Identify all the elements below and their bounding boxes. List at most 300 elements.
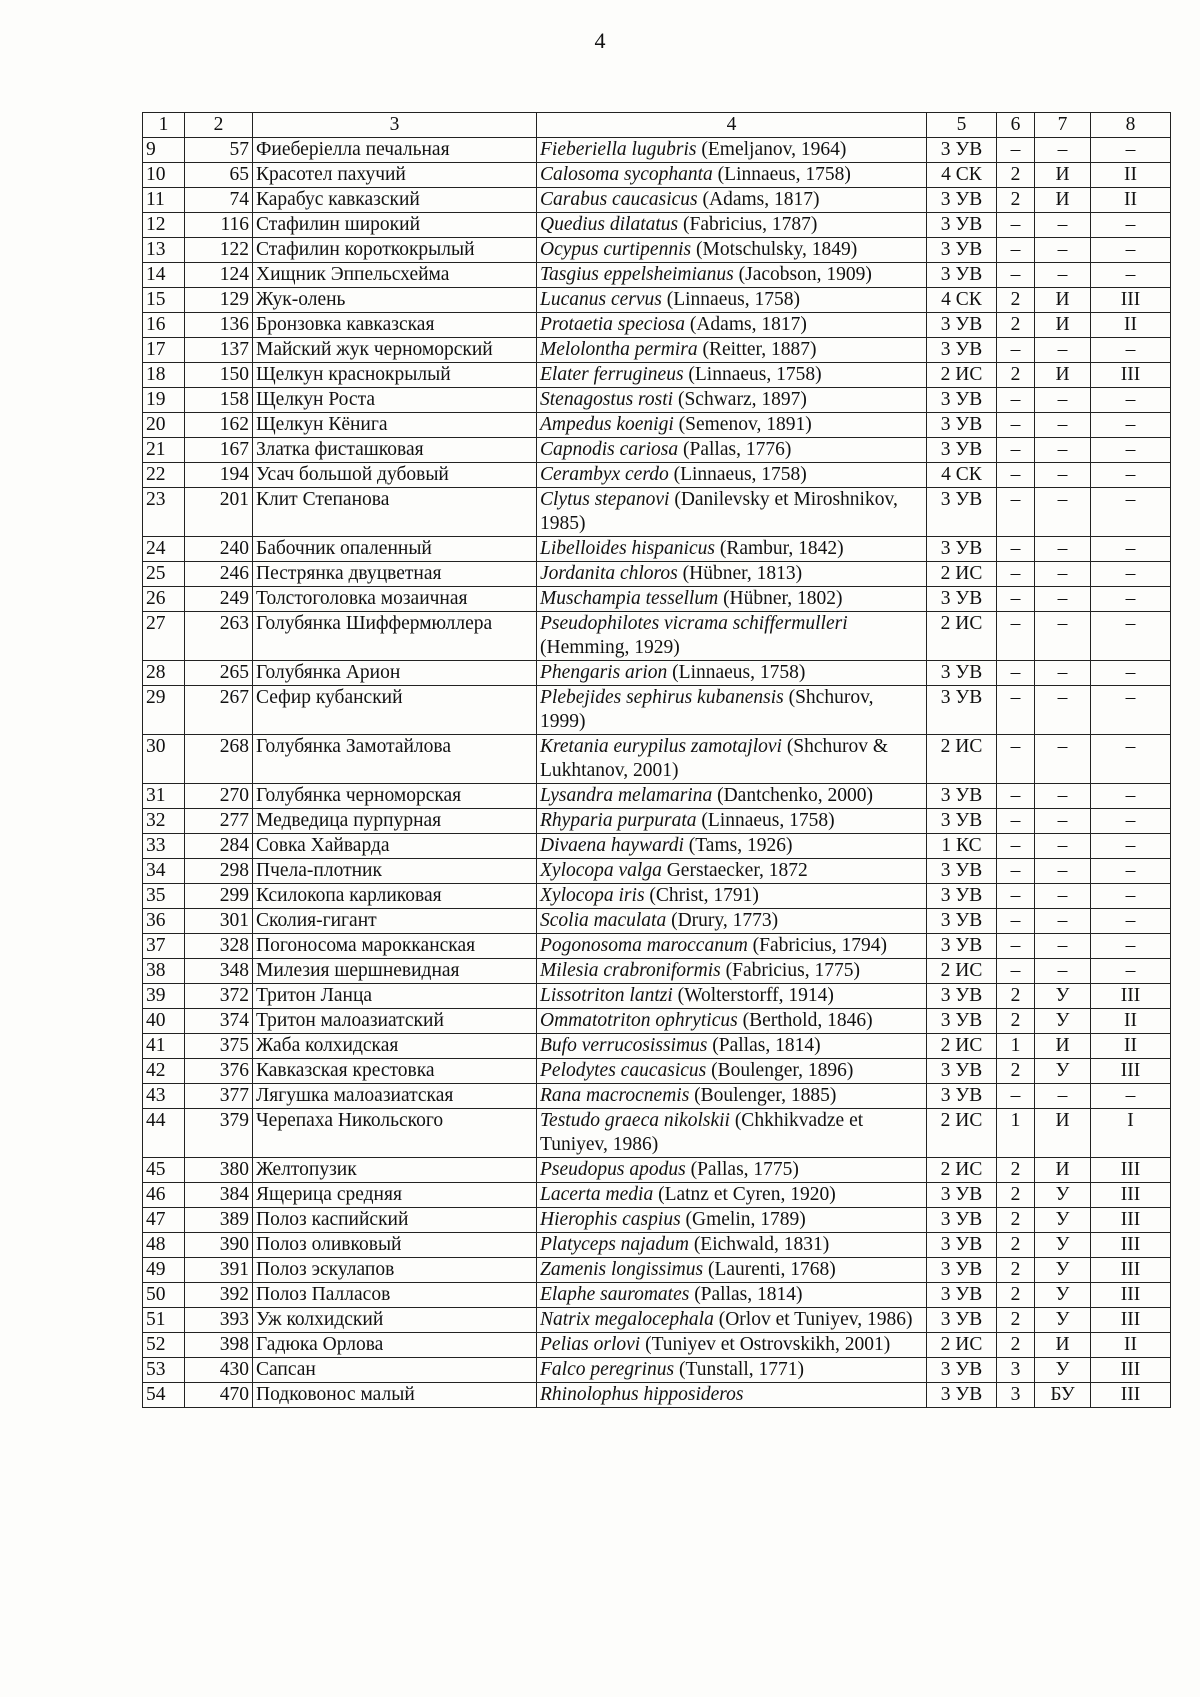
column-6-value: – xyxy=(997,809,1035,834)
species-table xyxy=(142,112,1171,1408)
latin-name: Lysandra melamarina xyxy=(540,785,713,806)
table-row xyxy=(143,488,1171,537)
table-row xyxy=(143,438,1171,463)
latin-name-cell xyxy=(537,188,927,213)
latin-name: Bufo verrucosissimus xyxy=(540,1035,708,1056)
column-8-value: III xyxy=(1091,1358,1171,1383)
table-row xyxy=(143,909,1171,934)
latin-name-cell xyxy=(537,313,927,338)
latin-name: Jordanita chloros xyxy=(540,563,678,584)
column-7-value: У xyxy=(1035,984,1091,1009)
column-6-value: – xyxy=(997,413,1035,438)
column-7-value: У xyxy=(1035,1358,1091,1383)
taxon-author: (Linnaeus, 1758) xyxy=(683,364,822,385)
latin-name: Libelloides hispanicus xyxy=(540,538,715,559)
row-number: 41 xyxy=(143,1034,185,1059)
column-6-value: 2 xyxy=(997,1059,1035,1084)
column-6-value: 3 xyxy=(997,1358,1035,1383)
column-7-value: И xyxy=(1035,313,1091,338)
latin-name: Clytus stepanovi xyxy=(540,489,670,510)
latin-name: Fieberiella lugubris xyxy=(540,139,697,160)
species-id: 124 xyxy=(185,263,253,288)
latin-name-cell xyxy=(537,263,927,288)
row-number: 53 xyxy=(143,1358,185,1383)
column-8-value: – xyxy=(1091,562,1171,587)
latin-name: Rana macrocnemis xyxy=(540,1085,690,1106)
column-6-value: – xyxy=(997,834,1035,859)
species-id: 390 xyxy=(185,1233,253,1258)
species-id: 65 xyxy=(185,163,253,188)
column-8-value: III xyxy=(1091,1059,1171,1084)
column-8-value: – xyxy=(1091,959,1171,984)
latin-name-cell xyxy=(537,1283,927,1308)
column-6-value: – xyxy=(997,488,1035,537)
status-category: 3 УВ xyxy=(927,537,997,562)
row-number: 28 xyxy=(143,661,185,686)
column-7-value: И xyxy=(1035,288,1091,313)
row-number: 48 xyxy=(143,1233,185,1258)
row-number: 9 xyxy=(143,138,185,163)
table-row xyxy=(143,338,1171,363)
column-6-value: 2 xyxy=(997,1308,1035,1333)
table-row xyxy=(143,1084,1171,1109)
column-6-value: 2 xyxy=(997,1333,1035,1358)
species-id: 201 xyxy=(185,488,253,537)
latin-name-cell xyxy=(537,388,927,413)
column-8-value: – xyxy=(1091,338,1171,363)
status-category: 2 ИС xyxy=(927,1109,997,1158)
taxon-author: (Tuniyev et Ostrovskikh, 2001) xyxy=(640,1334,891,1355)
latin-name-cell xyxy=(537,438,927,463)
column-6-value: – xyxy=(997,612,1035,661)
table-row xyxy=(143,1383,1171,1408)
row-number: 43 xyxy=(143,1084,185,1109)
column-7-value: И xyxy=(1035,163,1091,188)
latin-name-cell xyxy=(537,784,927,809)
latin-name: Hierophis caspius xyxy=(540,1209,681,1230)
taxon-author: (Gmelin, 1789) xyxy=(680,1209,806,1230)
latin-name-cell xyxy=(537,735,927,784)
row-number: 38 xyxy=(143,959,185,984)
russian-name: Погоносома марокканская xyxy=(253,934,537,959)
row-number: 23 xyxy=(143,488,185,537)
latin-name-cell xyxy=(537,288,927,313)
column-6-value: – xyxy=(997,784,1035,809)
table-row xyxy=(143,784,1171,809)
status-category: 3 УВ xyxy=(927,338,997,363)
latin-name: Ommatotriton ophryticus xyxy=(540,1010,738,1031)
table-body xyxy=(143,138,1171,1408)
column-8-value: – xyxy=(1091,438,1171,463)
taxon-author: (Latnz et Cyren, 1920) xyxy=(653,1184,836,1205)
russian-name: Полоз каспийский xyxy=(253,1208,537,1233)
column-6-value: – xyxy=(997,686,1035,735)
column-6-value: – xyxy=(997,909,1035,934)
table-row xyxy=(143,238,1171,263)
latin-name: Lacerta media xyxy=(540,1184,654,1205)
row-number: 21 xyxy=(143,438,185,463)
page-number: 4 xyxy=(594,28,606,53)
row-number: 51 xyxy=(143,1308,185,1333)
species-id: 263 xyxy=(185,612,253,661)
russian-name: Стафилин короткокрылый xyxy=(253,238,537,263)
status-category: 1 КС xyxy=(927,834,997,859)
latin-name-cell xyxy=(537,463,927,488)
table-row xyxy=(143,1158,1171,1183)
latin-name-cell xyxy=(537,984,927,1009)
taxon-author: (Pallas, 1814) xyxy=(707,1035,821,1056)
species-id: 137 xyxy=(185,338,253,363)
latin-name-cell xyxy=(537,1208,927,1233)
latin-name: Pogonosoma maroccanum xyxy=(540,935,748,956)
russian-name: Голубянка Арион xyxy=(253,661,537,686)
column-8-value: – xyxy=(1091,213,1171,238)
table-row xyxy=(143,809,1171,834)
russian-name: Пестрянка двуцветная xyxy=(253,562,537,587)
species-id: 268 xyxy=(185,735,253,784)
latin-name-cell xyxy=(537,1158,927,1183)
latin-name-cell xyxy=(537,587,927,612)
column-7-value: – xyxy=(1035,562,1091,587)
row-number: 44 xyxy=(143,1109,185,1158)
column-6-value: – xyxy=(997,859,1035,884)
taxon-author: (Berthold, 1846) xyxy=(737,1010,873,1031)
table-row xyxy=(143,388,1171,413)
taxon-author: (Tunstall, 1771) xyxy=(674,1359,804,1380)
russian-name: Полоз эскулапов xyxy=(253,1258,537,1283)
column-7-value: И xyxy=(1035,188,1091,213)
taxon-author: (Adams, 1817) xyxy=(684,314,807,335)
species-id: 136 xyxy=(185,313,253,338)
taxon-author: (Jacobson, 1909) xyxy=(733,264,872,285)
status-category: 3 УВ xyxy=(927,188,997,213)
column-7-value: – xyxy=(1035,859,1091,884)
russian-name: Усач большой дубовый xyxy=(253,463,537,488)
taxon-author: (Motschulsky, 1849) xyxy=(691,239,858,260)
column-7-value: – xyxy=(1035,263,1091,288)
column-8-value: II xyxy=(1091,163,1171,188)
row-number: 16 xyxy=(143,313,185,338)
status-category: 3 УВ xyxy=(927,909,997,934)
russian-name: Сколия-гигант xyxy=(253,909,537,934)
table-row xyxy=(143,1308,1171,1333)
column-6-value: – xyxy=(997,238,1035,263)
status-category: 3 УВ xyxy=(927,1084,997,1109)
column-7-value: – xyxy=(1035,1084,1091,1109)
row-number: 15 xyxy=(143,288,185,313)
taxon-author: (Laurenti, 1768) xyxy=(703,1259,836,1280)
latin-name-cell xyxy=(537,1258,927,1283)
column-6-value: 2 xyxy=(997,1009,1035,1034)
column-8-value: III xyxy=(1091,1383,1171,1408)
row-number: 14 xyxy=(143,263,185,288)
latin-name: Milesia crabroniformis xyxy=(540,960,721,981)
species-id: 328 xyxy=(185,934,253,959)
latin-name: Protaetia speciosa xyxy=(540,314,685,335)
taxon-author: (Shchurov & Lukhtanov, 2001) xyxy=(540,736,889,781)
species-id: 162 xyxy=(185,413,253,438)
column-6-value: 2 xyxy=(997,1183,1035,1208)
row-number: 54 xyxy=(143,1383,185,1408)
latin-name-cell xyxy=(537,1308,927,1333)
column-7-value: – xyxy=(1035,238,1091,263)
table-row xyxy=(143,363,1171,388)
row-number: 20 xyxy=(143,413,185,438)
column-7-value: – xyxy=(1035,388,1091,413)
status-category: 3 УВ xyxy=(927,884,997,909)
species-id: 348 xyxy=(185,959,253,984)
russian-name: Тритон Ланца xyxy=(253,984,537,1009)
table-row xyxy=(143,661,1171,686)
status-category: 3 УВ xyxy=(927,784,997,809)
taxon-author: (Emeljanov, 1964) xyxy=(696,139,847,160)
latin-name-cell xyxy=(537,537,927,562)
latin-name: Zamenis longissimus xyxy=(540,1259,704,1280)
table-row xyxy=(143,884,1171,909)
column-6-value: – xyxy=(997,735,1035,784)
table-row xyxy=(143,686,1171,735)
column-7-value: У xyxy=(1035,1308,1091,1333)
column-6-value: – xyxy=(997,338,1035,363)
taxon-author: (Linnaeus, 1758) xyxy=(667,662,806,683)
column-7-value: – xyxy=(1035,138,1091,163)
russian-name: Красотел пахучий xyxy=(253,163,537,188)
latin-name: Testudo graeca nikolskii xyxy=(540,1110,730,1131)
column-8-value: – xyxy=(1091,537,1171,562)
column-6-value: 2 xyxy=(997,1158,1035,1183)
column-6-value: – xyxy=(997,587,1035,612)
species-id: 470 xyxy=(185,1383,253,1408)
latin-name: Pseudopus apodus xyxy=(540,1159,686,1180)
table-row xyxy=(143,213,1171,238)
latin-name-cell xyxy=(537,163,927,188)
russian-name: Стафилин широкий xyxy=(253,213,537,238)
column-7-value: У xyxy=(1035,1183,1091,1208)
latin-name: Lissotriton lantzi xyxy=(540,985,673,1006)
table-row xyxy=(143,1258,1171,1283)
column-7-value: БУ xyxy=(1035,1383,1091,1408)
russian-name: Сапсан xyxy=(253,1358,537,1383)
taxon-author: (Pallas, 1814) xyxy=(689,1284,803,1305)
column-header: 1 xyxy=(143,113,185,138)
taxon-author: (Schwarz, 1897) xyxy=(673,389,807,410)
column-6-value: 2 xyxy=(997,188,1035,213)
table-row xyxy=(143,288,1171,313)
latin-name: Capnodis cariosa xyxy=(540,439,679,460)
taxon-author: (Linnaeus, 1758) xyxy=(661,289,800,310)
species-id: 57 xyxy=(185,138,253,163)
species-id: 398 xyxy=(185,1333,253,1358)
russian-name: Голубянка Шиффермюллера xyxy=(253,612,537,661)
table-row xyxy=(143,163,1171,188)
species-id: 284 xyxy=(185,834,253,859)
species-id: 379 xyxy=(185,1109,253,1158)
column-7-value: – xyxy=(1035,537,1091,562)
row-number: 45 xyxy=(143,1158,185,1183)
latin-name-cell xyxy=(537,338,927,363)
latin-name-cell xyxy=(537,1034,927,1059)
column-7-value: И xyxy=(1035,363,1091,388)
latin-name-cell xyxy=(537,1233,927,1258)
column-8-value: II xyxy=(1091,1034,1171,1059)
column-8-value: – xyxy=(1091,909,1171,934)
column-6-value: – xyxy=(997,263,1035,288)
latin-name: Quedius dilatatus xyxy=(540,214,679,235)
status-category: 3 УВ xyxy=(927,1308,997,1333)
latin-name: Pelias orlovi xyxy=(540,1334,641,1355)
column-7-value: – xyxy=(1035,438,1091,463)
table-row xyxy=(143,959,1171,984)
status-category: 3 УВ xyxy=(927,138,997,163)
column-7-value: – xyxy=(1035,338,1091,363)
column-header: 8 xyxy=(1091,113,1171,138)
russian-name: Фиеберiелла печальная xyxy=(253,138,537,163)
taxon-author: (Boulenger, 1896) xyxy=(706,1060,854,1081)
status-category: 3 УВ xyxy=(927,1358,997,1383)
column-header: 4 xyxy=(537,113,927,138)
column-8-value: II xyxy=(1091,1009,1171,1034)
latin-name: Xylocopa valga xyxy=(540,860,662,881)
species-id: 150 xyxy=(185,363,253,388)
column-7-value: И xyxy=(1035,1034,1091,1059)
russian-name: Желтопузик xyxy=(253,1158,537,1183)
column-header: 7 xyxy=(1035,113,1091,138)
status-category: 2 ИС xyxy=(927,363,997,388)
row-number: 27 xyxy=(143,612,185,661)
species-id: 298 xyxy=(185,859,253,884)
status-category: 2 ИС xyxy=(927,1158,997,1183)
latin-name-cell xyxy=(537,909,927,934)
taxon-author: (Semenov, 1891) xyxy=(673,414,812,435)
taxon-author: (Pallas, 1775) xyxy=(685,1159,799,1180)
latin-name-cell xyxy=(537,612,927,661)
species-id: 375 xyxy=(185,1034,253,1059)
russian-name: Пчела-плотник xyxy=(253,859,537,884)
column-7-value: У xyxy=(1035,1258,1091,1283)
russian-name: Щелкун краснокрылый xyxy=(253,363,537,388)
row-number: 40 xyxy=(143,1009,185,1034)
russian-name: Щелкун Роста xyxy=(253,388,537,413)
column-8-value: – xyxy=(1091,934,1171,959)
row-number: 32 xyxy=(143,809,185,834)
russian-name: Клит Степанова xyxy=(253,488,537,537)
column-7-value: – xyxy=(1035,735,1091,784)
status-category: 2 ИС xyxy=(927,1333,997,1358)
column-7-value: У xyxy=(1035,1283,1091,1308)
column-7-value: И xyxy=(1035,1109,1091,1158)
column-8-value: – xyxy=(1091,138,1171,163)
status-category: 3 УВ xyxy=(927,934,997,959)
row-number: 13 xyxy=(143,238,185,263)
column-8-value: – xyxy=(1091,488,1171,537)
row-number: 42 xyxy=(143,1059,185,1084)
taxon-author: (Fabricius, 1794) xyxy=(747,935,887,956)
species-id: 391 xyxy=(185,1258,253,1283)
species-id: 374 xyxy=(185,1009,253,1034)
table-row xyxy=(143,313,1171,338)
species-id: 267 xyxy=(185,686,253,735)
column-6-value: 2 xyxy=(997,313,1035,338)
status-category: 4 СК xyxy=(927,463,997,488)
table-row xyxy=(143,1034,1171,1059)
column-7-value: У xyxy=(1035,1009,1091,1034)
latin-name: Natrix megalocephala xyxy=(540,1309,714,1330)
latin-name-cell xyxy=(537,1383,927,1408)
table-row xyxy=(143,984,1171,1009)
russian-name: Сефир кубанский xyxy=(253,686,537,735)
latin-name: Kretania eurypilus zamotajlovi xyxy=(540,736,782,757)
table-row xyxy=(143,1233,1171,1258)
status-category: 3 УВ xyxy=(927,413,997,438)
latin-name-cell xyxy=(537,413,927,438)
status-category: 2 ИС xyxy=(927,735,997,784)
status-category: 3 УВ xyxy=(927,1383,997,1408)
column-6-value: – xyxy=(997,884,1035,909)
species-id: 74 xyxy=(185,188,253,213)
status-category: 3 УВ xyxy=(927,263,997,288)
species-id: 301 xyxy=(185,909,253,934)
table-row xyxy=(143,562,1171,587)
species-id: 376 xyxy=(185,1059,253,1084)
column-7-value: И xyxy=(1035,1158,1091,1183)
row-number: 50 xyxy=(143,1283,185,1308)
column-8-value: III xyxy=(1091,1258,1171,1283)
column-7-value: – xyxy=(1035,686,1091,735)
column-8-value: II xyxy=(1091,1333,1171,1358)
status-category: 3 УВ xyxy=(927,686,997,735)
column-6-value: – xyxy=(997,562,1035,587)
latin-name: Rhyparia purpurata xyxy=(540,810,697,831)
status-category: 3 УВ xyxy=(927,809,997,834)
russian-name: Полоз Палласов xyxy=(253,1283,537,1308)
table-row xyxy=(143,1208,1171,1233)
column-6-value: 2 xyxy=(997,1233,1035,1258)
column-6-value: – xyxy=(997,438,1035,463)
russian-name: Милезия шершневидная xyxy=(253,959,537,984)
column-6-value: – xyxy=(997,537,1035,562)
status-category: 3 УВ xyxy=(927,438,997,463)
species-id: 377 xyxy=(185,1084,253,1109)
latin-name-cell xyxy=(537,686,927,735)
taxon-author: (Rambur, 1842) xyxy=(714,538,844,559)
status-category: 3 УВ xyxy=(927,587,997,612)
russian-name: Карабус кавказский xyxy=(253,188,537,213)
table-row xyxy=(143,735,1171,784)
column-6-value: 2 xyxy=(997,1258,1035,1283)
latin-name-cell xyxy=(537,1109,927,1158)
status-category: 3 УВ xyxy=(927,1258,997,1283)
latin-name: Xylocopa iris xyxy=(540,885,645,906)
column-8-value: III xyxy=(1091,363,1171,388)
latin-name-cell xyxy=(537,238,927,263)
latin-name-cell xyxy=(537,1084,927,1109)
species-id: 277 xyxy=(185,809,253,834)
status-category: 3 УВ xyxy=(927,488,997,537)
column-8-value: – xyxy=(1091,735,1171,784)
status-category: 3 УВ xyxy=(927,1233,997,1258)
table-row xyxy=(143,834,1171,859)
row-number: 34 xyxy=(143,859,185,884)
russian-name: Совка Хайварда xyxy=(253,834,537,859)
column-8-value: – xyxy=(1091,612,1171,661)
column-7-value: – xyxy=(1035,213,1091,238)
latin-name: Divaena haywardi xyxy=(540,835,684,856)
row-number: 10 xyxy=(143,163,185,188)
column-8-value: II xyxy=(1091,188,1171,213)
column-6-value: – xyxy=(997,388,1035,413)
column-8-value: – xyxy=(1091,238,1171,263)
table-row xyxy=(143,612,1171,661)
